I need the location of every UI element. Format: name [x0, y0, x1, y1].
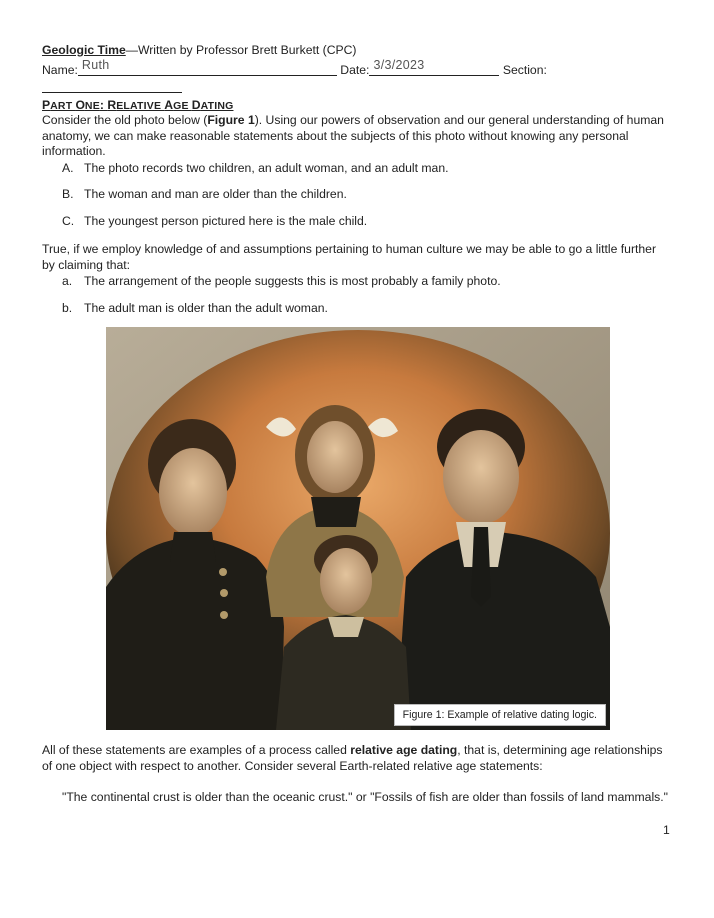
student-info-row: [42, 58, 677, 95]
page-number: 1: [663, 823, 670, 837]
document-title: Geologic Time: [42, 43, 126, 57]
section-label: Section:: [502, 63, 547, 77]
date-value: 3/3/2023: [373, 58, 425, 72]
relative-dating-paragraph: All of these statements are examples of a process called relative age dating, that is, determining age relationships of one object with respect to another. Consider several Earth-related relative age statements:: [42, 743, 663, 773]
part-one-heading: PART ONE: RELATIVE AGE DATING: [42, 98, 234, 112]
figure-caption: Figure 1: Example of relative dating logic.: [394, 704, 606, 726]
document-author: —Written by Professor Brett Burkett (CPC): [125, 43, 357, 57]
name-value: Ruth: [81, 58, 110, 72]
assumption-item: a. The arrangement of the people suggests this is most probably a family photo.: [62, 274, 501, 288]
key-term: relative age dating: [350, 743, 458, 757]
culture-paragraph: True, if we employ knowledge of and assumptions pertaining to human culture we may be able to go a little further by claiming that:: [42, 242, 656, 272]
date-label: Date:: [340, 63, 370, 77]
family-photo: [106, 327, 610, 730]
assumption-item: b. The adult man is older than the adult woman.: [62, 301, 328, 315]
date-field[interactable]: [369, 58, 499, 76]
name-field[interactable]: [78, 58, 337, 76]
observation-item: C. The youngest person pictured here is the male child.: [62, 214, 368, 228]
observation-item: A. The photo records two children, an adult woman, and an adult man.: [62, 161, 449, 175]
family-photo-figure: [106, 327, 610, 730]
observation-item: B. The woman and man are older than the children.: [62, 187, 347, 201]
example-statements: "The continental crust is older than the oceanic crust." or "Fossils of fish are older than fossils of land mammals.": [62, 790, 668, 804]
name-label: Name:: [42, 63, 78, 77]
figure-reference: Figure 1: [207, 113, 255, 127]
document-header: [42, 43, 677, 59]
intro-paragraph: Consider the old photo below (Figure 1). Using our powers of observation and our general understanding of human anatomy, we can make reasonable statements about the subjects of this photo without knowing any personal information.: [42, 113, 664, 158]
section-field[interactable]: [42, 79, 182, 93]
